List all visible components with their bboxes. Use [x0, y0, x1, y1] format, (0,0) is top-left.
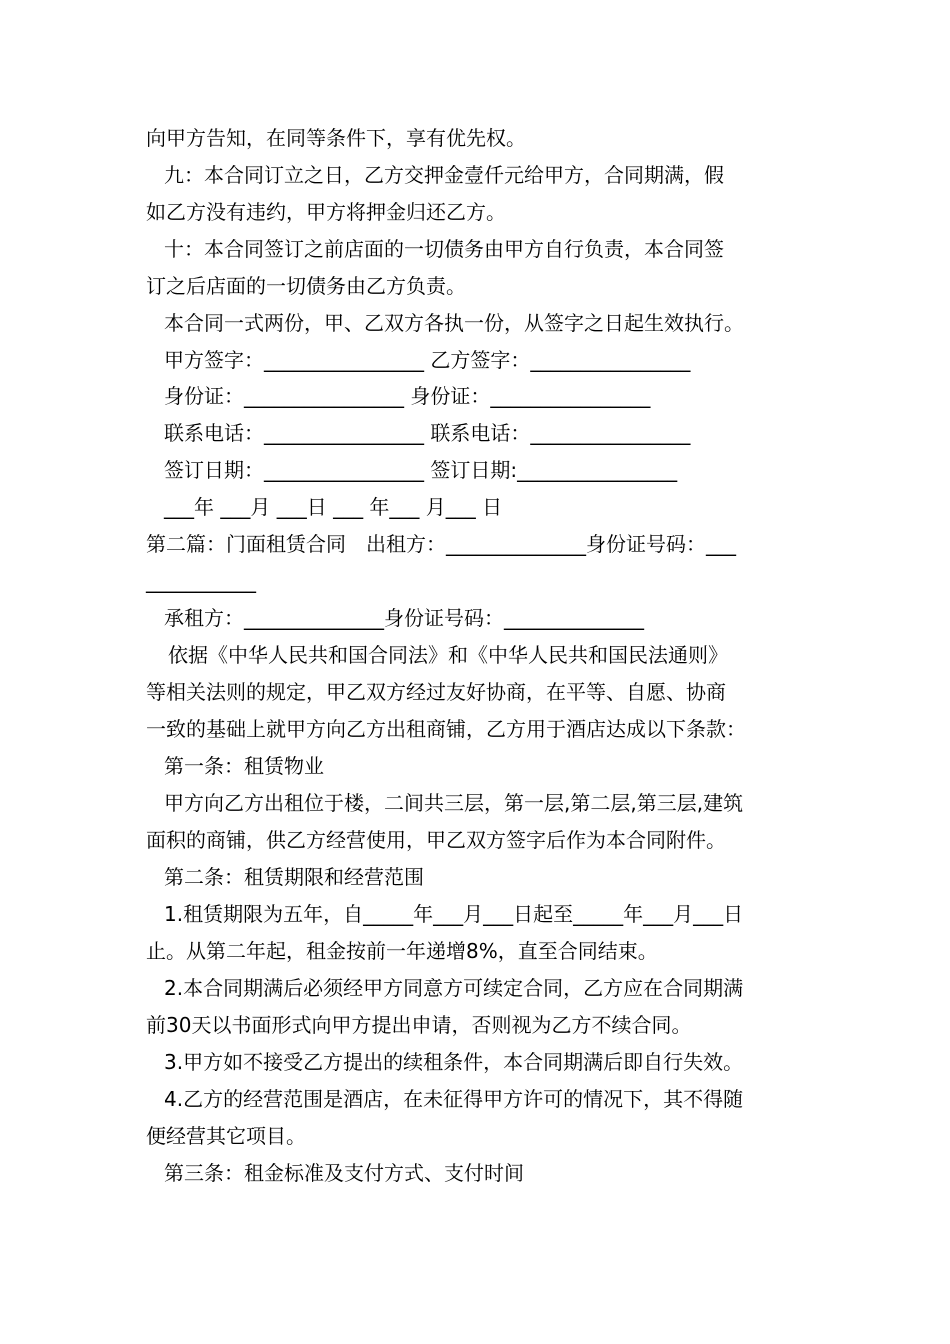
term-item-4-line-1: 4.乙方的经营范围是酒店，在未征得甲方许可的情况下，其不得随: [164, 1087, 744, 1111]
date-fields-line: ___年 ___月 ___日 ___ 年___ 月___ 日: [164, 495, 503, 519]
signature-line: 甲方签字：________________ 乙方签字：________________: [164, 348, 691, 372]
article-three-heading: 第三条：租金标准及支付方式、支付时间: [164, 1161, 524, 1185]
clause-ten-line-1: 十：本合同签订之前店面的一切债务由甲方自行负责，本合同签: [164, 237, 724, 261]
clause-nine-line-2: 如乙方没有违约，甲方将押金归还乙方。: [146, 200, 506, 224]
article-one-line-2: 面积的商铺，供乙方经营使用，甲乙双方签字后作为本合同附件。: [146, 828, 726, 852]
term-item-2-line-2: 前30天以书面形式向甲方提出申请，否则视为乙方不续合同。: [146, 1013, 692, 1037]
sign-date-line: 签订日期：________________ 签订日期:________________: [164, 458, 678, 482]
part-two-heading: 第二篇：门面租赁合同 出租方：______________身份证号码：___: [146, 532, 736, 556]
term-item-2-line-1: 2.本合同期满后必须经甲方同意方可续定合同，乙方应在合同期满: [164, 976, 744, 1000]
text-line: 向甲方告知，在同等条件下，享有优先权。: [146, 126, 526, 150]
lessee-line: 承租方：______________身份证号码：______________: [164, 606, 644, 630]
article-one-line-1: 甲方向乙方出租位于楼，二间共三层，第一层,第二层,第三层,建筑: [164, 791, 744, 815]
copies-clause: 本合同一式两份，甲、乙双方各执一份，从签字之日起生效执行。: [164, 311, 744, 335]
article-two-heading: 第二条：租赁期限和经营范围: [164, 865, 424, 889]
term-item-1-line-2: 止。从第二年起，租金按前一年递增8%，直至合同结束。: [146, 939, 658, 963]
clause-ten-line-2: 订之后店面的一切债务由乙方负责。: [146, 274, 466, 298]
clause-nine-line-1: 九：本合同订立之日，乙方交押金壹仟元给甲方，合同期满，假: [164, 163, 724, 187]
id-card-line: 身份证：________________ 身份证：________________: [164, 384, 651, 408]
article-one-heading: 第一条：租赁物业: [164, 754, 324, 778]
part-two-heading-cont: ___________: [146, 569, 256, 593]
term-item-1-line-1: 1.租赁期限为五年，自_____年___月___日起至_____年___月___日: [164, 902, 744, 926]
term-item-4-line-2: 便经营其它项目。: [146, 1124, 306, 1148]
preamble-line-2: 等相关法则的规定，甲乙双方经过友好协商，在平等、自愿、协商: [146, 680, 726, 704]
phone-line: 联系电话：________________ 联系电话：________________: [164, 421, 691, 445]
term-item-3: 3.甲方如不接受乙方提出的续租条件，本合同期满后即自行失效。: [164, 1050, 744, 1074]
preamble-line-3: 一致的基础上就甲方向乙方出租商铺，乙方用于酒店达成以下条款：: [146, 717, 746, 741]
preamble-line-1: 依据《中华人民共和国合同法》和《中华人民共和国民法通则》: [168, 643, 728, 667]
